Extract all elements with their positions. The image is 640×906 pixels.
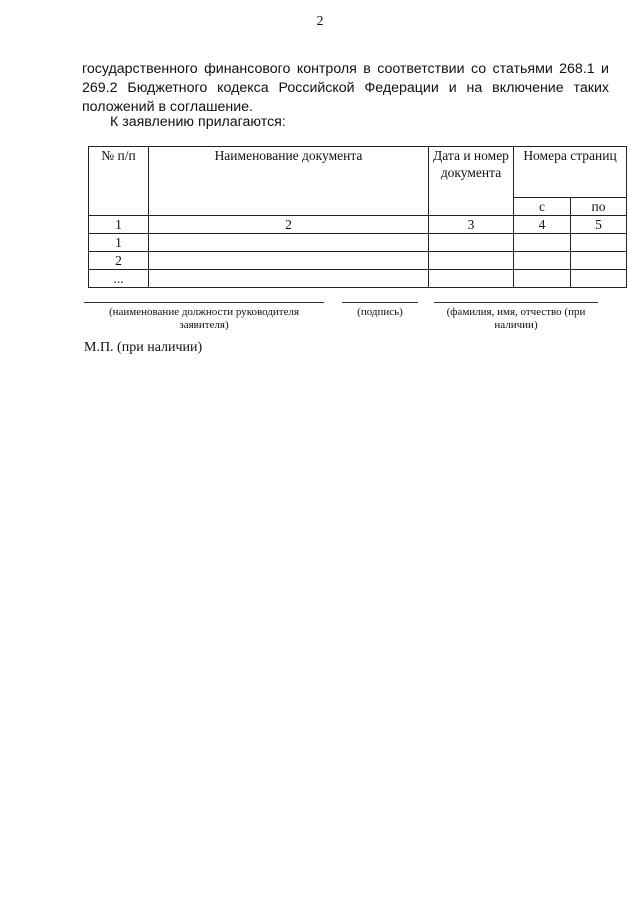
table-header-row (89, 147, 627, 198)
signature-name-block (434, 302, 598, 332)
table-row (89, 270, 627, 288)
column-number: 5 (571, 216, 627, 234)
row-to (571, 252, 627, 270)
row-date (429, 234, 514, 252)
row-to (571, 270, 627, 288)
row-name (149, 234, 429, 252)
row-from (514, 234, 571, 252)
stamp-place: М.П. (при наличии) (84, 340, 203, 355)
signature-line (84, 302, 324, 303)
fullname-caption: (фамилия, имя, отчество (при наличии) (446, 306, 586, 331)
signature-line (342, 302, 418, 303)
page-number: 2 (316, 14, 324, 29)
row-to (571, 234, 627, 252)
column-number: 2 (149, 216, 429, 234)
row-date (429, 270, 514, 288)
column-number-row (89, 216, 627, 234)
header-num: № п/п (89, 147, 149, 216)
column-number: 4 (514, 216, 571, 234)
header-to: по (571, 198, 627, 216)
table-row (89, 252, 627, 270)
signature-caption: (подпись) (357, 306, 403, 318)
row-name (149, 270, 429, 288)
row-date (429, 252, 514, 270)
body-paragraph: государственного финансового контроля в соответствии со статьями 268.1 и 269.2 Бюджетного кодекса Российской Федерации и на включение таких положений в соглашение. (82, 61, 609, 115)
signature-line (434, 302, 598, 303)
row-num: ... (89, 270, 149, 288)
row-from (514, 252, 571, 270)
row-num: 2 (89, 252, 149, 270)
row-from (514, 270, 571, 288)
header-from: с (514, 198, 571, 216)
table-row (89, 234, 627, 252)
row-name (149, 252, 429, 270)
row-num: 1 (89, 234, 149, 252)
signature-sign-block (342, 302, 418, 319)
column-number: 1 (89, 216, 149, 234)
signature-position-block (84, 302, 324, 332)
position-caption: (наименование должности руководителя заявителя) (108, 306, 300, 331)
attachments-table (88, 146, 627, 288)
attachments-intro: К заявлению прилагаются: (110, 114, 286, 130)
header-date: Дата и номер документа (429, 147, 514, 216)
header-pages: Номера страниц (514, 147, 627, 198)
header-name: Наименование документа (149, 147, 429, 216)
column-number: 3 (429, 216, 514, 234)
